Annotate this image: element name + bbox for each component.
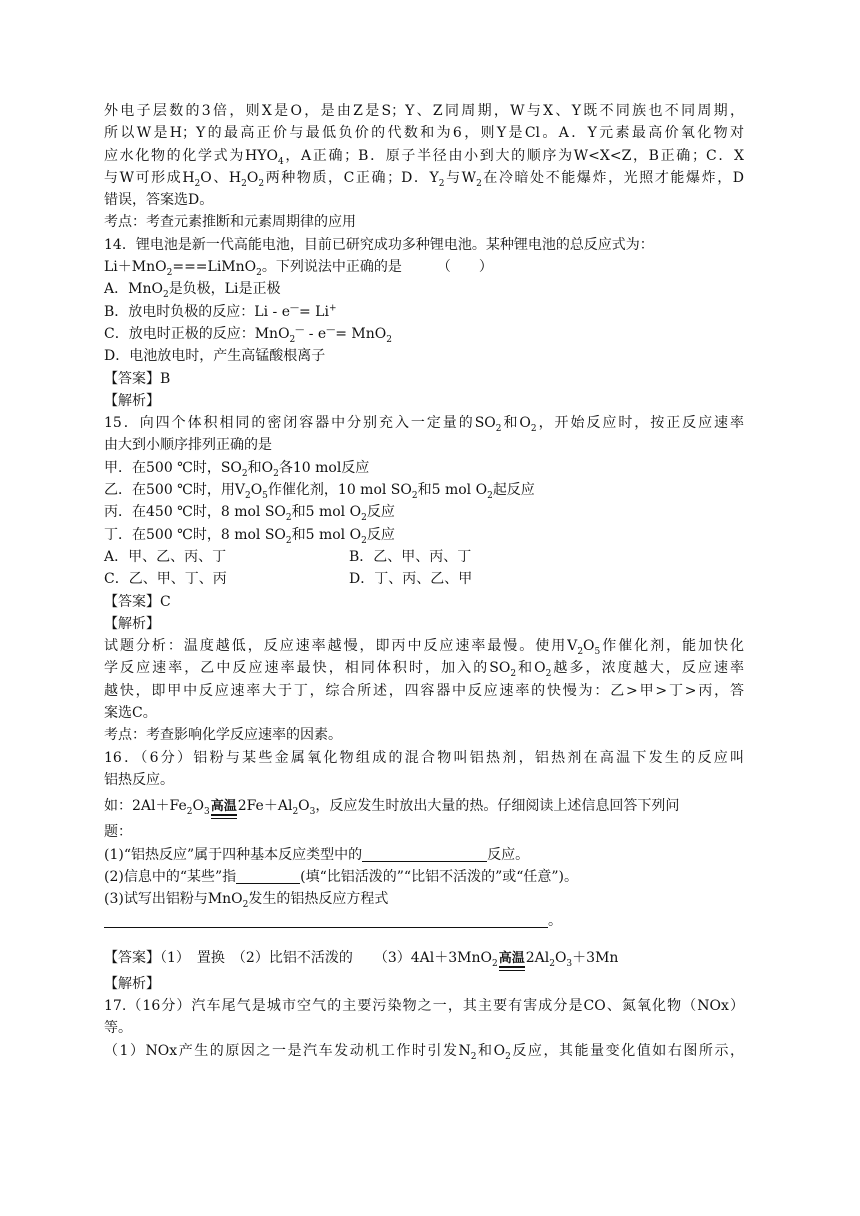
text-line: 案选C。 [104, 705, 157, 722]
option-c: C．乙、甲、丁、丙 [104, 571, 227, 588]
question-17: 17.（16分）汽车尾气是城市空气的主要污染物之一，其主要有害成分是CO、氮氧化物（NOx） [104, 997, 744, 1014]
text-line: 。 [104, 910, 744, 932]
question-16: 16．（6分）铝粉与某些金属氧化物组成的混合物叫铝热剂，铝热剂在高温下发生的反应叫 [104, 749, 744, 766]
condition-bing: 丙．在450 ℃时，8 mol $SO_2$和5 mol $O_2$反应 [104, 504, 395, 524]
options-row [104, 568, 744, 590]
answer: 【答案】C [104, 593, 171, 610]
text-line: 越快，即甲中反应速率大于丁，综合所述，四容器中反应速率的快慢为：乙>甲>丁>丙，答 [104, 682, 744, 699]
answer-blank [362, 847, 487, 862]
answer-blank [104, 913, 548, 928]
reaction-condition-arrow: 高温 [499, 962, 525, 971]
text-line: 题： [104, 824, 132, 841]
reaction-condition-arrow: 高温 [211, 810, 237, 819]
text-line: 所以W是H；Y的最高正价与最低负价的代数和为6，则Y是Cl。A．Y元素最高价氧化物对 [104, 125, 744, 142]
text-line: （1）NOx产生的原因之一是汽车发动机工作时引发$N_2$和$O_2$反应，其能量变化值如右图所示， [104, 1042, 745, 1062]
sub-question-1: (1)“铝热反应”属于四种基本反应类型中的 反应。 [104, 846, 530, 863]
answer: 【答案】（1） 置换 （2）比铝不活泼的 （3）4Al＋3MnO$_2$ 高温 $2Al_2O_3+3Mn$ [104, 943, 744, 973]
condition-yi: 乙．在500 ℃时，用$V_2O_5$作催化剂，10 mol $SO_2$和5 mol $O_2$起反应 [104, 482, 535, 501]
text-line: 考点：考查影响化学反应速率的因素。 [104, 727, 342, 744]
condition-jia: 甲．在500 ℃时，$SO_2$和$O_2$各10 mol反应 [104, 459, 370, 479]
text-line: 由大到小顺序排列正确的是 [104, 437, 272, 454]
option-d: D．电池放电时，产生高锰酸根离子 [104, 348, 326, 365]
text-line: 铝热反应。 [104, 771, 174, 788]
option-a: A．甲、乙、丙、丁 [104, 548, 227, 565]
options-row [104, 546, 744, 568]
option-b: B．乙、甲、丙、丁 [349, 548, 472, 565]
text-line: 外电子层数的3倍，则X是O，是由Z是S；Y、Z同周期，W与X、Y既不同族也不同周期， [104, 103, 744, 119]
option-b: B．放电时负极的反应：Li - e—= Li+ [104, 303, 337, 320]
text-line: 等。 [104, 1020, 132, 1037]
question-14: 14．锂电池是新一代高能电池，目前已研究成功多种锂电池。某种锂电池的总反应式为： [104, 236, 654, 253]
sub-question-2: (2)信息中的“某些”指 (填“比铝活泼的”“比铝不活泼的”或“任意”)。 [104, 868, 579, 885]
explanation: 【解析】 [104, 975, 160, 992]
condition-ding: 丁．在500 ℃时，8 mol $SO_2$和5 mol $O_2$反应 [104, 526, 395, 546]
text-line: 考点：考查元素推断和元素周期律的应用 [104, 214, 356, 231]
option-d: D．丁、丙、乙、甲 [349, 571, 473, 588]
text-line: 试题分析：温度越低，反应速率越慢，即丙中反应速率最慢。使用$V_2O_5$作催化剂，能加快化 [104, 638, 745, 657]
document-page [104, 100, 744, 1062]
option-c: C．放电时正极的反应：MnO$_2$— - e—= MnO$_2$ [104, 325, 392, 345]
equation: 如：$2Al+Fe_2O_3$ 高温 $2Fe+Al_2O_3$，反应发生时放出大量的热。仔细阅读上述信息回答下列问 [104, 791, 744, 821]
equation: Li＋MnO$_2$===LiMnO$_2$。下列说法中正确的是 （ ） [104, 259, 493, 278]
text-line: 与W可形成$H_2O$、$H_2O_2$两种物质，C正确；D．$Y_2$与$W_2$在冷暗处不能爆炸，光照才能爆炸，D [104, 169, 745, 189]
answer-blank [236, 869, 300, 884]
text-line: 应水化物的化学式为$HYO_4$，A正确；B．原子半径由小到大的顺序为W<X<Z，B正确；C．X [104, 147, 744, 167]
answer: 【答案】B [104, 370, 171, 387]
text-line: 学反应速率，乙中反应速率最快，相同体积时，加入的$SO_2$和$O_2$越多，浓度越大，反应速率 [104, 660, 744, 680]
text-line: 错误，答案选D。 [104, 192, 214, 209]
explanation: 【解析】 [104, 615, 160, 632]
option-a: A．MnO$_2$是负极，Li是正极 [104, 281, 281, 301]
sub-question-3: (3)试写出铝粉与MnO$_2$发生的铝热反应方程式 [104, 891, 389, 910]
question-15: 15．向四个体积相同的密闭容器中分别充入一定量的$SO_2$和$O_2$，开始反应时，按正反应速率 [104, 415, 744, 434]
explanation: 【解析】 [104, 392, 160, 409]
